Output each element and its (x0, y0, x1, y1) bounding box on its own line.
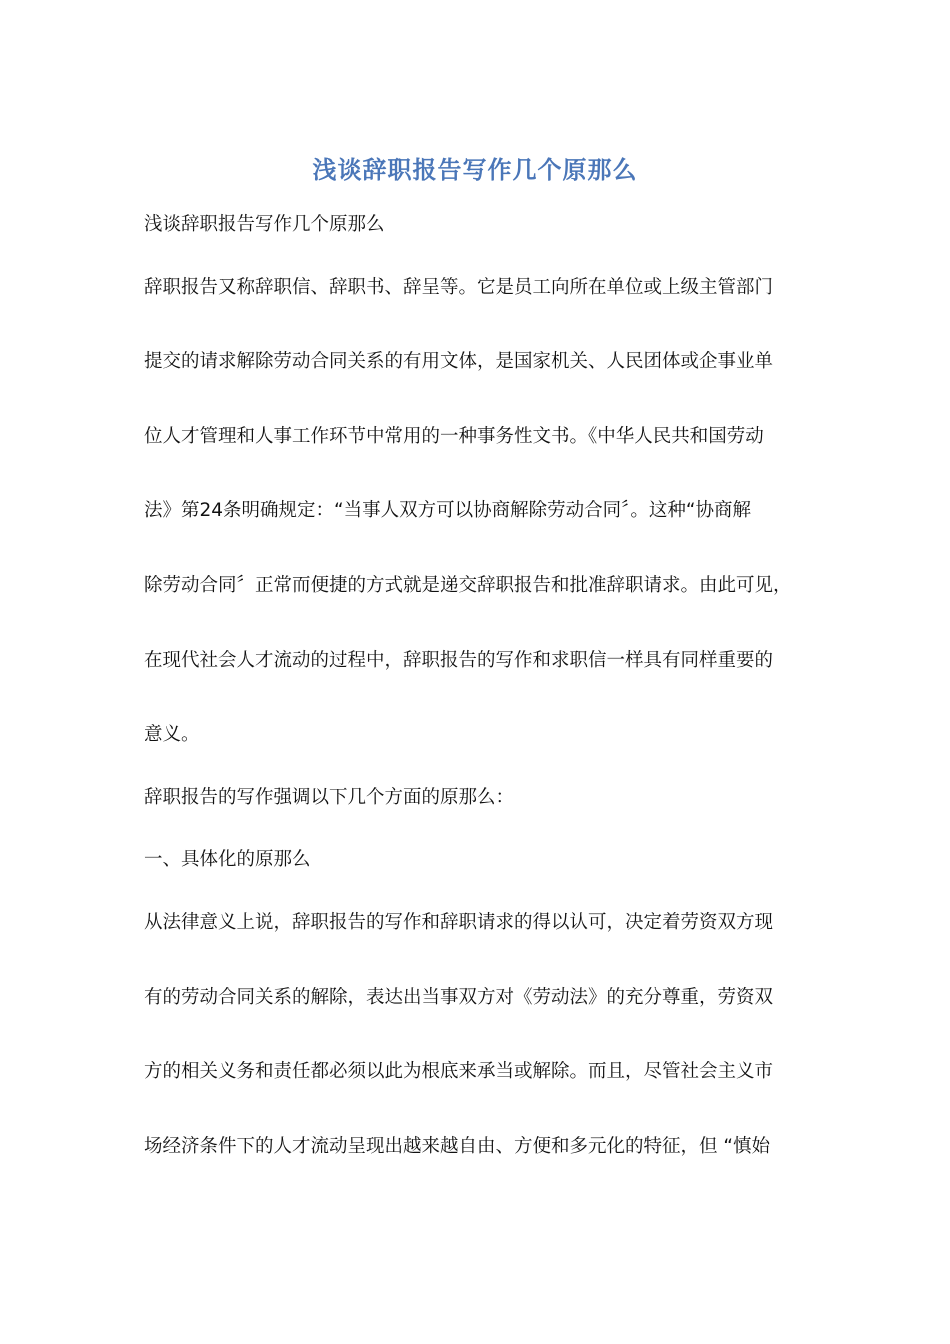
paragraph-line: 辞职报告的写作强调以下几个方面的原那么： (144, 787, 515, 808)
paragraph-line: 辞职报告又称辞职信、辞职书、辞呈等。它是员工向所在单位或上级主管部门 (144, 277, 774, 298)
paragraph-line: 法》第24条明确规定：“当事人双方可以协商解除劳动合同〞。这种“协商解 (144, 500, 751, 521)
paragraph-line: 意义。 (144, 724, 200, 745)
subtitle-line: 浅谈辞职报告写作几个原那么 (144, 214, 385, 235)
paragraph-line: 从法律意义上说，辞职报告的写作和辞职请求的得以认可，决定着劳资双方现 (144, 912, 774, 933)
paragraph-line: 在现代社会人才流动的过程中，辞职报告的写作和求职信一样具有同样重要的 (144, 650, 774, 671)
paragraph-line: 除劳动合同〞正常而便捷的方式就是递交辞职报告和批准辞职请求。由此可见， (144, 575, 792, 596)
paragraph-line: 有的劳动合同关系的解除，表达出当事双方对《劳动法》的充分尊重，劳资双 (144, 987, 774, 1008)
paragraph-line: 提交的请求解除劳动合同关系的有用文体，是国家机关、人民团体或企事业单 (144, 351, 774, 372)
paragraph-line: 场经济条件下的人才流动呈现出越来越自由、方便和多元化的特征，但 “慎始 (144, 1136, 770, 1157)
paragraph-line: 方的相关义务和责任都必须以此为根底来承当或解除。而且，尽管社会主义市 (144, 1061, 774, 1082)
document-title: 浅谈辞职报告写作几个原那么 (312, 155, 638, 184)
section-heading: 一、具体化的原那么 (144, 849, 311, 870)
paragraph-line: 位人才管理和人事工作环节中常用的一种事务性文书。《中华人民共和国劳动 (144, 426, 764, 447)
